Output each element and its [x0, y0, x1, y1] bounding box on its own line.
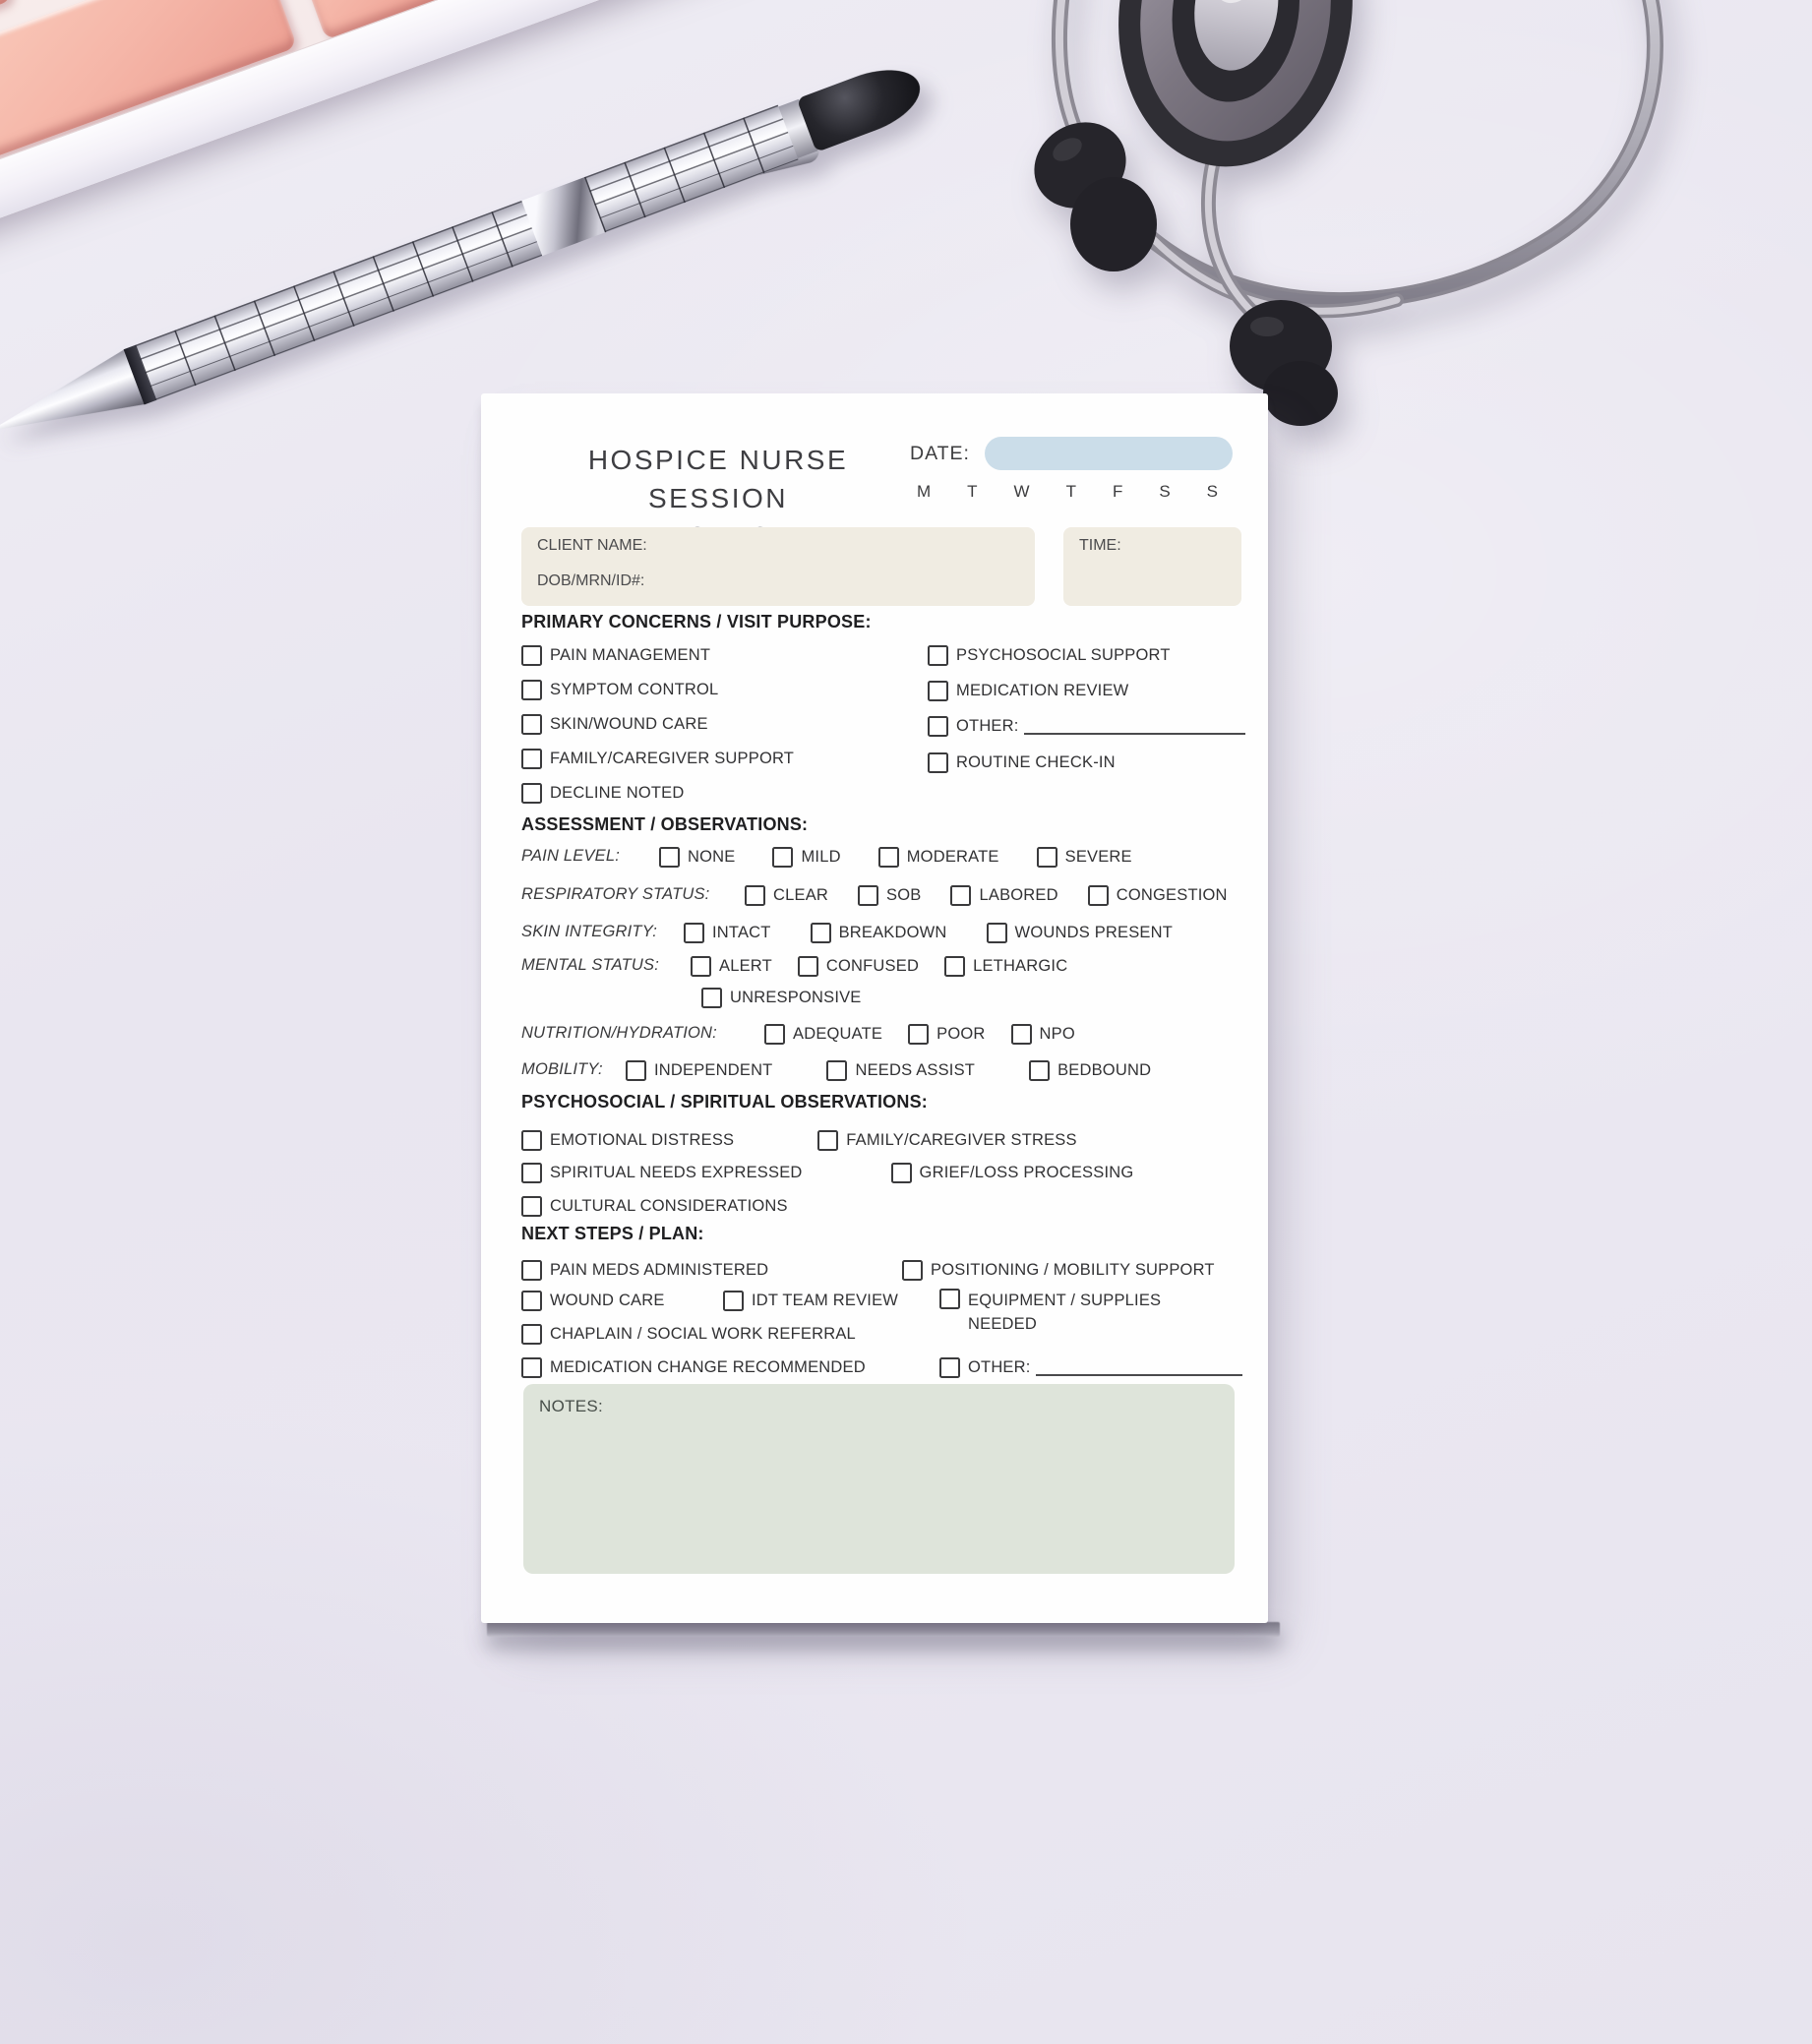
form-row	[521, 985, 1245, 1010]
checkbox-clear[interactable]	[745, 885, 765, 906]
checkbox-sob[interactable]	[858, 885, 878, 906]
checkbox-cultural-considerations[interactable]	[521, 1196, 542, 1217]
section-heading: ASSESSMENT / OBSERVATIONS:	[521, 814, 809, 834]
checkbox-item-skin-wound-care	[521, 712, 708, 736]
checkbox-label: LABORED	[979, 886, 1058, 904]
checkbox-item-poor	[908, 1021, 985, 1047]
checkbox-routine-check-in[interactable]	[928, 752, 948, 773]
checkbox-label: SYMPTOM CONTROL	[550, 681, 719, 698]
pen-end-cap	[797, 57, 930, 152]
checkbox-label: MILD	[801, 848, 841, 866]
checkbox-item-moderate	[878, 844, 999, 870]
checkbox-symptom-control[interactable]	[521, 680, 542, 700]
checkbox-label: OTHER:	[956, 717, 1019, 735]
week-day-letter: T	[967, 482, 978, 501]
checkbox-family-caregiver-support[interactable]	[521, 749, 542, 769]
week-day-letter: F	[1112, 482, 1123, 501]
checkbox-label: NONE	[688, 848, 736, 866]
checkbox-label: BREAKDOWN	[838, 924, 947, 941]
checkbox-spiritual-needs-expressed[interactable]	[521, 1163, 542, 1183]
week-day-letter: S	[1159, 482, 1171, 501]
checkbox-label: PSYCHOSOCIAL SUPPORT	[956, 646, 1171, 664]
checkbox-label: LETHARGIC	[973, 957, 1068, 975]
pen-barrel	[584, 105, 799, 233]
checkbox-label: CHAPLAIN / SOCIAL WORK REFERRAL	[550, 1325, 856, 1343]
checkbox-poor[interactable]	[908, 1024, 929, 1045]
checkbox-other[interactable]	[939, 1357, 960, 1378]
checkbox-item-pain-meds-administered	[521, 1258, 768, 1282]
checkbox-label: PAIN MANAGEMENT	[550, 646, 711, 664]
form-row	[521, 1355, 1245, 1381]
checkbox-item-idt-team-review	[723, 1289, 898, 1312]
form-row	[521, 844, 1245, 870]
checkbox-needs-assist[interactable]	[826, 1060, 847, 1081]
checkbox-unresponsive[interactable]	[701, 988, 722, 1008]
assessment-category-label: MENTAL STATUS:	[521, 956, 660, 974]
checkbox-item-unresponsive	[701, 985, 862, 1010]
checkbox-item-spiritual-needs-expressed	[521, 1160, 803, 1185]
checkbox-label: MEDICATION REVIEW	[956, 682, 1129, 699]
checkbox-item-lethargic	[944, 953, 1067, 979]
form-row	[521, 920, 1245, 945]
date-label: DATE:	[910, 443, 970, 464]
form-row	[521, 1057, 1245, 1083]
checkbox-label: IDT TEAM REVIEW	[752, 1292, 899, 1309]
checkbox-alert[interactable]	[691, 956, 711, 977]
checkbox-item-mild	[772, 844, 840, 870]
checkbox-none[interactable]	[659, 847, 680, 868]
checkbox-item-severe	[1037, 844, 1132, 870]
checkbox-positioning-mobility-support[interactable]	[902, 1260, 923, 1281]
checkbox-item-cultural-considerations	[521, 1193, 788, 1219]
checkbox-item-confused	[798, 953, 919, 979]
checkbox-label: FAMILY/CAREGIVER SUPPORT	[550, 750, 795, 767]
checkbox-mild[interactable]	[772, 847, 793, 868]
option-group	[684, 920, 1173, 945]
checkbox-intact[interactable]	[684, 923, 704, 943]
checkbox-pain-meds-administered[interactable]	[521, 1260, 542, 1281]
checkbox-item-symptom-control	[521, 678, 718, 701]
checkbox-label: SKIN/WOUND CARE	[550, 715, 708, 733]
notepad-stack-edge	[487, 1622, 1280, 1637]
checkbox-label: DECLINE NOTED	[550, 784, 685, 802]
checkbox-item-needs-assist	[826, 1057, 975, 1083]
assessment-category-label: PAIN LEVEL:	[521, 847, 621, 865]
checkbox-confused[interactable]	[798, 956, 818, 977]
checkbox-label: ROUTINE CHECK-IN	[956, 753, 1116, 771]
checkbox-skin-wound-care[interactable]	[521, 714, 542, 735]
checkbox-label: ADEQUATE	[793, 1025, 883, 1043]
checkbox-label: PAIN MEDS ADMINISTERED	[550, 1261, 769, 1279]
checkbox-label: UNRESPONSIVE	[730, 989, 862, 1006]
form-row	[521, 1289, 1245, 1333]
checkbox-severe[interactable]	[1037, 847, 1057, 868]
stethoscope	[984, 0, 1812, 433]
checkbox-pain-management[interactable]	[521, 645, 542, 666]
pink-keyboard	[0, 0, 808, 254]
section-primary-concerns	[521, 612, 1245, 814]
stethoscope-ear-tip	[1018, 106, 1157, 271]
checkbox-item-sob	[858, 882, 921, 908]
checkbox-item-chaplain-social-work-referral	[521, 1322, 856, 1346]
option-group	[659, 844, 1132, 870]
checkbox-label: SEVERE	[1064, 848, 1132, 866]
checkbox-label: EMOTIONAL DISTRESS	[550, 1131, 735, 1149]
checkbox-item-grief-loss-processing	[891, 1160, 1134, 1185]
checkbox-item-medication-review	[928, 679, 1128, 702]
checkbox-chaplain-social-work-referral[interactable]	[521, 1324, 542, 1345]
checkbox-label: CULTURAL CONSIDERATIONS	[550, 1197, 788, 1215]
checkbox-label: NPO	[1039, 1025, 1075, 1043]
checkbox-lethargic[interactable]	[944, 956, 965, 977]
checkbox-npo[interactable]	[1011, 1024, 1032, 1045]
week-day-letter: S	[1206, 482, 1218, 501]
checkbox-label: WOUND CARE	[550, 1292, 665, 1309]
checkbox-other[interactable]	[928, 716, 948, 737]
week-day-row	[917, 482, 1218, 502]
checkbox-item-other	[939, 1355, 1242, 1379]
option-group	[691, 953, 1067, 979]
section-heading: PRIMARY CONCERNS / VISIT PURPOSE:	[521, 612, 872, 631]
assessment-category-label: MOBILITY:	[521, 1060, 603, 1078]
assessment-category-label: RESPIRATORY STATUS:	[521, 885, 710, 903]
form-row	[521, 882, 1245, 908]
checkbox-item-emotional-distress	[521, 1127, 734, 1153]
fill-in-line[interactable]	[1036, 1359, 1242, 1376]
checkbox-label: EQUIPMENT / SUPPLIES NEEDED	[968, 1292, 1162, 1333]
checkbox-emotional-distress[interactable]	[521, 1130, 542, 1151]
section-heading: NEXT STEPS / PLAN:	[521, 1224, 704, 1243]
checkbox-label: FAMILY/CAREGIVER STRESS	[846, 1131, 1077, 1149]
checkbox-item-clear	[745, 882, 828, 908]
checkbox-label: POOR	[936, 1025, 986, 1043]
section-next-steps-plan	[521, 1224, 1245, 1387]
checkbox-label: WOUNDS PRESENT	[1014, 924, 1174, 941]
form-title-line1: HOSPICE NURSE SESSION	[587, 445, 849, 513]
client-info-field[interactable]	[521, 527, 1035, 606]
assessment-category-label: SKIN INTEGRITY:	[521, 923, 658, 940]
week-day-letter: T	[1065, 482, 1076, 501]
checkbox-item-breakdown	[811, 920, 947, 945]
pen-barrel	[135, 201, 542, 400]
week-day-letter: M	[917, 482, 932, 501]
checkbox-breakdown[interactable]	[811, 923, 831, 943]
client-name-label: CLIENT NAME:	[537, 537, 647, 554]
time-label: TIME:	[1079, 537, 1121, 554]
checkbox-label: GRIEF/LOSS PROCESSING	[919, 1164, 1134, 1181]
checkbox-item-intact	[684, 920, 771, 945]
checkbox-label: SOB	[886, 886, 922, 904]
checkbox-idt-team-review[interactable]	[723, 1291, 744, 1311]
checkbox-item-psychosocial-support	[928, 643, 1171, 667]
checkbox-item-congestion	[1088, 882, 1228, 908]
checkbox-item-other	[928, 714, 1245, 738]
fill-in-line[interactable]	[1024, 718, 1245, 735]
checkbox-item-npo	[1011, 1021, 1075, 1047]
assessment-category-label: NUTRITION/HYDRATION:	[521, 1024, 717, 1042]
checkbox-item-routine-check-in	[928, 751, 1116, 774]
checkbox-grief-loss-processing[interactable]	[891, 1163, 912, 1183]
checkbox-item-bedbound	[1029, 1057, 1151, 1083]
date-input-field[interactable]	[985, 437, 1233, 470]
checkbox-label: BEDBOUND	[1057, 1061, 1152, 1079]
checkbox-decline-noted[interactable]	[521, 783, 542, 804]
stethoscope-chest-piece	[1099, 0, 1372, 182]
checkbox-label: POSITIONING / MOBILITY SUPPORT	[931, 1261, 1215, 1279]
section-psychosocial-spiritual	[521, 1092, 1245, 1224]
checkbox-psychosocial-support[interactable]	[928, 645, 948, 666]
checkbox-label: NEEDS ASSIST	[855, 1061, 976, 1079]
checkbox-item-independent	[626, 1057, 772, 1083]
notes-input-area[interactable]	[523, 1384, 1235, 1574]
checkbox-label: CONGESTION	[1116, 886, 1228, 904]
checkbox-independent[interactable]	[626, 1060, 646, 1081]
checkbox-label: CLEAR	[773, 886, 829, 904]
checkbox-label: ALERT	[719, 957, 772, 975]
form-row	[521, 1322, 1245, 1348]
checkbox-item-wound-care	[521, 1289, 665, 1312]
form-row	[521, 1258, 1245, 1284]
checkbox-label: INTACT	[712, 924, 771, 941]
checkbox-congestion[interactable]	[1088, 885, 1109, 906]
checkbox-item-adequate	[764, 1021, 882, 1047]
week-day-letter: W	[1013, 482, 1030, 501]
checkbox-item-none	[659, 844, 735, 870]
form-row	[521, 1127, 1245, 1153]
checkbox-label: MODERATE	[906, 848, 999, 866]
checkbox-equipment-supplies-needed[interactable]	[939, 1289, 960, 1309]
notepad-form	[481, 393, 1268, 1623]
checkbox-item-family-caregiver-stress	[817, 1127, 1076, 1153]
checkbox-labored[interactable]	[950, 885, 971, 906]
checkbox-label: OTHER:	[968, 1358, 1031, 1376]
checkbox-item-wounds-present	[987, 920, 1173, 945]
checkbox-wound-care[interactable]	[521, 1291, 542, 1311]
form-row	[521, 953, 1245, 979]
checkbox-item-medication-change-recommended	[521, 1355, 866, 1379]
option-group	[764, 1021, 1075, 1047]
section-heading: PSYCHOSOCIAL / SPIRITUAL OBSERVATIONS:	[521, 1092, 928, 1112]
checkbox-label: CONFUSED	[825, 957, 920, 975]
time-input-field[interactable]	[1063, 527, 1241, 606]
checkbox-medication-change-recommended[interactable]	[521, 1357, 542, 1378]
section-assessment-observations	[521, 814, 1245, 1092]
form-row	[521, 1021, 1245, 1047]
checkbox-label: SPIRITUAL NEEDS EXPRESSED	[550, 1164, 803, 1181]
option-group	[626, 1057, 1151, 1083]
checkbox-item-decline-noted	[521, 781, 684, 805]
dob-mrn-id-label: DOB/MRN/ID#:	[537, 572, 645, 589]
form-row	[521, 1160, 1245, 1185]
checkbox-item-labored	[950, 882, 1057, 908]
checkbox-medication-review[interactable]	[928, 681, 948, 701]
option-group	[701, 985, 862, 1010]
checkbox-item-positioning-mobility-support	[902, 1258, 1215, 1282]
checkbox-family-caregiver-stress[interactable]	[817, 1130, 838, 1151]
checkbox-label: MEDICATION CHANGE RECOMMENDED	[550, 1358, 866, 1376]
checkbox-item-pain-management	[521, 643, 710, 667]
checkbox-adequate[interactable]	[764, 1024, 785, 1045]
checkbox-item-family-caregiver-support	[521, 747, 794, 770]
checkbox-item-alert	[691, 953, 772, 979]
checkbox-moderate[interactable]	[878, 847, 899, 868]
option-group	[745, 882, 1228, 908]
checkbox-label: INDEPENDENT	[654, 1061, 773, 1079]
checkbox-wounds-present[interactable]	[987, 923, 1007, 943]
form-row	[521, 1193, 1245, 1219]
notes-label: NOTES:	[539, 1397, 604, 1415]
checkbox-bedbound[interactable]	[1029, 1060, 1050, 1081]
pen-tip	[0, 349, 147, 459]
